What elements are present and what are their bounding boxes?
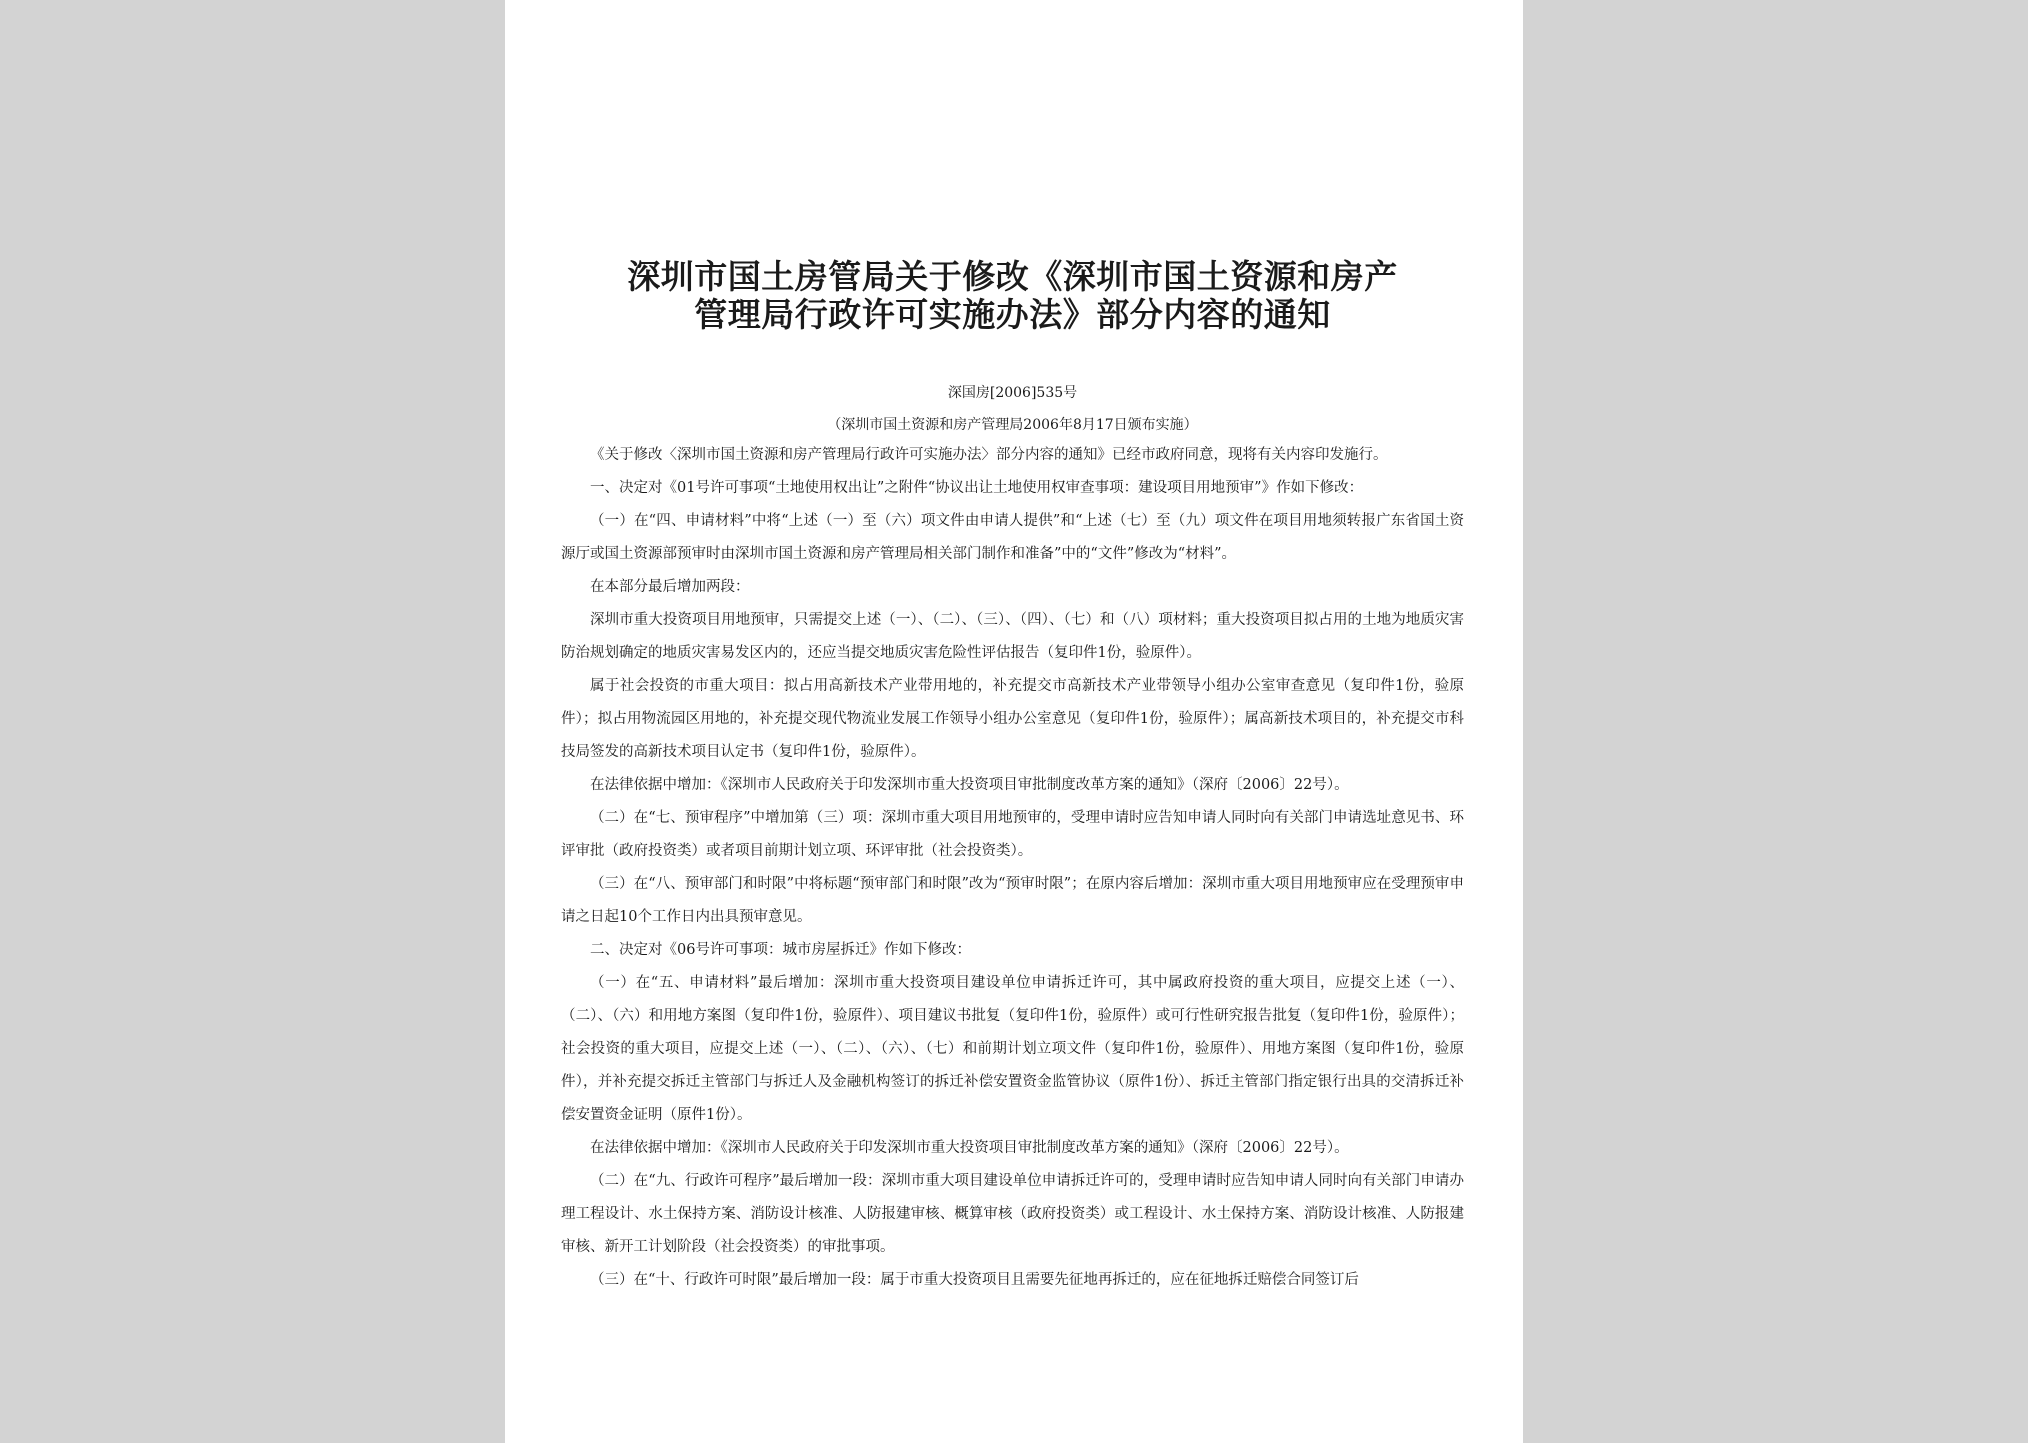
paragraph: 在法律依据中增加：《深圳市人民政府关于印发深圳市重大投资项目审批制度改革方案的通知》（深府〔2006〕22号）。 bbox=[590, 1140, 1349, 1156]
paragraph: 在本部分最后增加两段： bbox=[590, 579, 750, 595]
document-body bbox=[561, 439, 1464, 1297]
paragraph: （二）在“九、行政许可程序”最后增加一段：深圳市重大项目建设单位申请拆迁许可的，受理申请时应告知申请人同时向有关部门申请办理工程设计、水土保持方案、消防设计核准、人防报建审核、概算审核（政府投资类）或工程设计、水土保持方案、消防设计核准、人防报建审核、新开工计划阶段（社会投资类）的审批事项。 bbox=[561, 1173, 1464, 1255]
paragraph: （一）在“四、申请材料”中将“上述（一）至（六）项文件由申请人提供”和“上述（七）至（九）项文件在项目用地须转报广东省国土资源厅或国土资源部预审时由深圳市国土资源和房产管理局相关部门制作和准备”中的“文件”修改为“材料”。 bbox=[561, 513, 1464, 562]
paragraph: 二、决定对《06号许可事项：城市房屋拆迁》作如下修改： bbox=[590, 942, 971, 958]
paragraph: 在法律依据中增加：《深圳市人民政府关于印发深圳市重大投资项目审批制度改革方案的通知》（深府〔2006〕22号）。 bbox=[590, 777, 1349, 793]
paragraph: （一）在“五、申请材料”最后增加：深圳市重大投资项目建设单位申请拆迁许可，其中属政府投资的重大项目，应提交上述（一）、（二）、（六）和用地方案图（复印件1份，验原件）、项目建议书批复（复印件1份，验原件）或可行性研究报告批复（复印件1份，验原件）；社会投资的重大项目，应提交上述（一）、（二）、（六）、（七）和前期计划立项文件（复印件1份，验原件）、用地方案图（复印件1份，验原件），并补充提交拆迁主管部门与拆迁人及金融机构签订的拆迁补偿安置资金监管协议（原件1份）、拆迁主管部门指定银行出具的交清拆迁补偿安置资金证明（原件1份）。 bbox=[561, 975, 1464, 1123]
paragraph: 深圳市重大投资项目用地预审，只需提交上述（一）、（二）、（三）、（四）、（七）和（八）项材料；重大投资项目拟占用的土地为地质灾害防治规划确定的地质灾害易发区内的，还应当提交地质灾害危险性评估报告（复印件1份，验原件）。 bbox=[561, 612, 1464, 661]
paragraph: （三）在“八、预审部门和时限”中将标题“预审部门和时限”改为“预审时限”；在原内容后增加：深圳市重大项目用地预审应在受理预审申请之日起10个工作日内出具预审意见。 bbox=[561, 876, 1464, 925]
paragraph: 一、决定对《01号许可事项“土地使用权出让”之附件“协议出让土地使用权审查事项：建设项目用地预审”》作如下修改： bbox=[590, 480, 1364, 496]
issuance-note: （深圳市国土资源和房产管理局2006年8月17日颁布实施） bbox=[827, 417, 1198, 433]
title-line-1: 深圳市国土房管局关于修改《深圳市国土资源和房产 bbox=[627, 257, 1398, 296]
paragraph: （二）在“七、预审程序”中增加第（三）项：深圳市重大项目用地预审的，受理申请时应告知申请人同时向有关部门申请选址意见书、环评审批（政府投资类）或者项目前期计划立项、环评审批（社会投资类）。 bbox=[561, 810, 1464, 859]
paragraph: （三）在“十、行政许可时限”最后增加一段：属于市重大投资项目且需要先征地再拆迁的，应在征地拆迁赔偿合同签订后 bbox=[590, 1272, 1359, 1288]
document-number: 深国房[2006]535号 bbox=[947, 385, 1078, 401]
document-page bbox=[505, 0, 1523, 1443]
paragraph: 属于社会投资的市重大项目：拟占用高新技术产业带用地的，补充提交市高新技术产业带领导小组办公室审查意见（复印件1份，验原件）；拟占用物流园区用地的，补充提交现代物流业发展工作领导小组办公室意见（复印件1份，验原件）；属高新技术项目的，补充提交市科技局签发的高新技术项目认定书（复印件1份，验原件）。 bbox=[561, 678, 1464, 760]
document-title bbox=[561, 258, 1464, 334]
paragraph: 《关于修改〈深圳市国土资源和房产管理局行政许可实施办法〉部分内容的通知》已经市政府同意，现将有关内容印发施行。 bbox=[590, 447, 1388, 463]
title-line-2: 管理局行政许可实施办法》部分内容的通知 bbox=[694, 295, 1331, 334]
